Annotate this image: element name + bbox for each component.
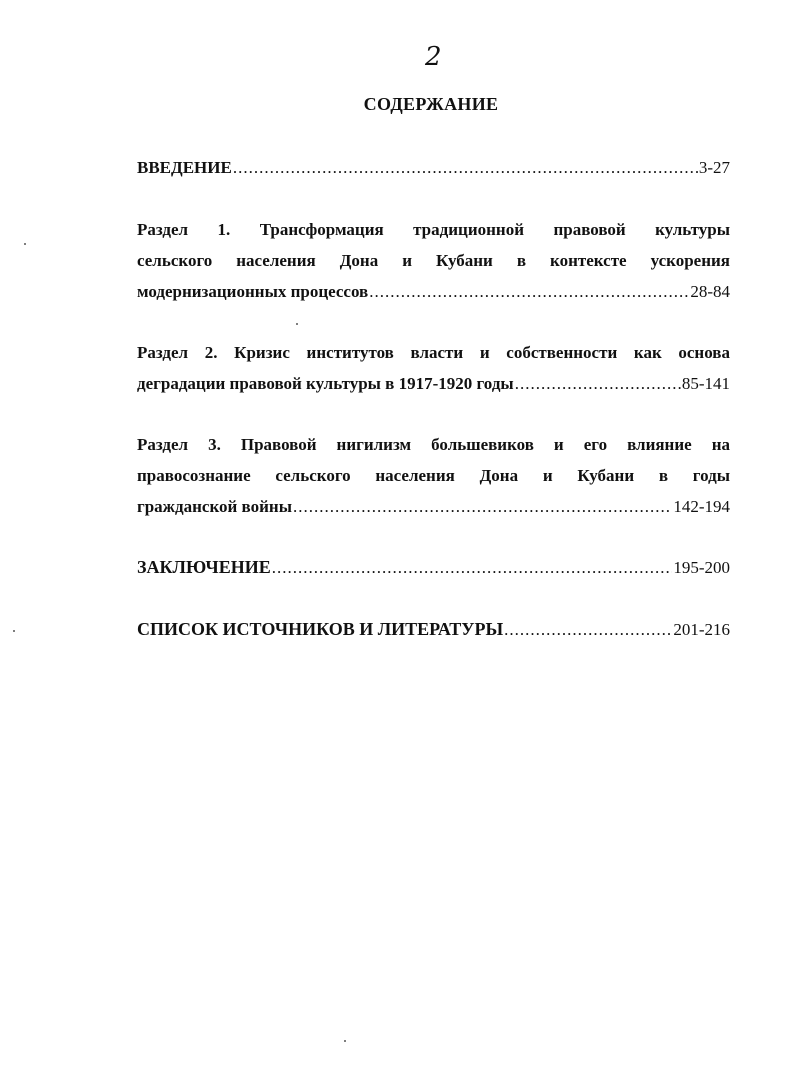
scan-speck	[296, 323, 298, 325]
toc-entry-section-3	[137, 429, 730, 522]
toc-entry-line	[137, 368, 730, 399]
dot-leader	[293, 491, 672, 522]
scan-speck	[13, 630, 15, 632]
toc-entry-section-1	[137, 214, 730, 307]
toc-entry-text-line: сельского населения Дона и Кубани в контексте ускорения	[137, 251, 730, 270]
toc-entry-pages: 142-194	[673, 497, 730, 516]
toc-entry-bibliography	[137, 614, 730, 645]
toc-entry-pages: 28-84	[690, 282, 730, 301]
handwritten-page-number: 2	[425, 42, 442, 72]
toc-entry-text-line: правосознание сельского населения Дона и Кубани в годы	[137, 466, 730, 485]
toc-entry-title: модернизационных процессов	[137, 282, 369, 301]
dot-leader	[272, 552, 673, 583]
dot-leader	[504, 614, 672, 645]
scan-speck	[24, 243, 26, 245]
toc-entry-pages: 85-141	[681, 374, 730, 393]
toc-entry-line	[137, 552, 730, 583]
scan-speck	[344, 1040, 346, 1042]
dot-leader	[233, 152, 698, 183]
toc-entry-title: ЗАКЛЮЧЕНИЕ	[137, 557, 271, 577]
toc-entry-text-line: Раздел 2. Кризис институтов власти и собственности как основа	[137, 343, 730, 362]
toc-entry-section-2	[137, 337, 730, 399]
toc-entry-pages: 201-216	[673, 620, 730, 639]
toc-entry-title: гражданской войны	[137, 497, 292, 516]
toc-entry-pages: 195-200	[673, 558, 730, 577]
toc-entry-title: СПИСОК ИСТОЧНИКОВ И ЛИТЕРАТУРЫ	[137, 619, 504, 639]
table-of-contents	[137, 152, 730, 676]
toc-entry-text-line: Раздел 3. Правовой нигилизм большевиков и его влияние на	[137, 435, 730, 454]
toc-entry-pages: 3-27	[698, 158, 730, 177]
toc-entry-line	[137, 614, 730, 645]
toc-entry-line	[137, 491, 730, 522]
toc-entry-line	[137, 152, 730, 183]
dot-leader	[369, 276, 689, 307]
dot-leader	[515, 368, 681, 399]
toc-entry-conclusion	[137, 552, 730, 583]
toc-entry-title: ВВЕДЕНИЕ	[137, 158, 232, 177]
toc-entry-title: деградации правовой культуры в 1917-1920 годы	[137, 374, 514, 393]
toc-entry-text-line: Раздел 1. Трансформация традиционной правовой культуры	[137, 220, 730, 239]
toc-entry-introduction	[137, 152, 730, 183]
page-title: СОДЕРЖАНИЕ	[363, 94, 499, 114]
toc-entry-line	[137, 276, 730, 307]
